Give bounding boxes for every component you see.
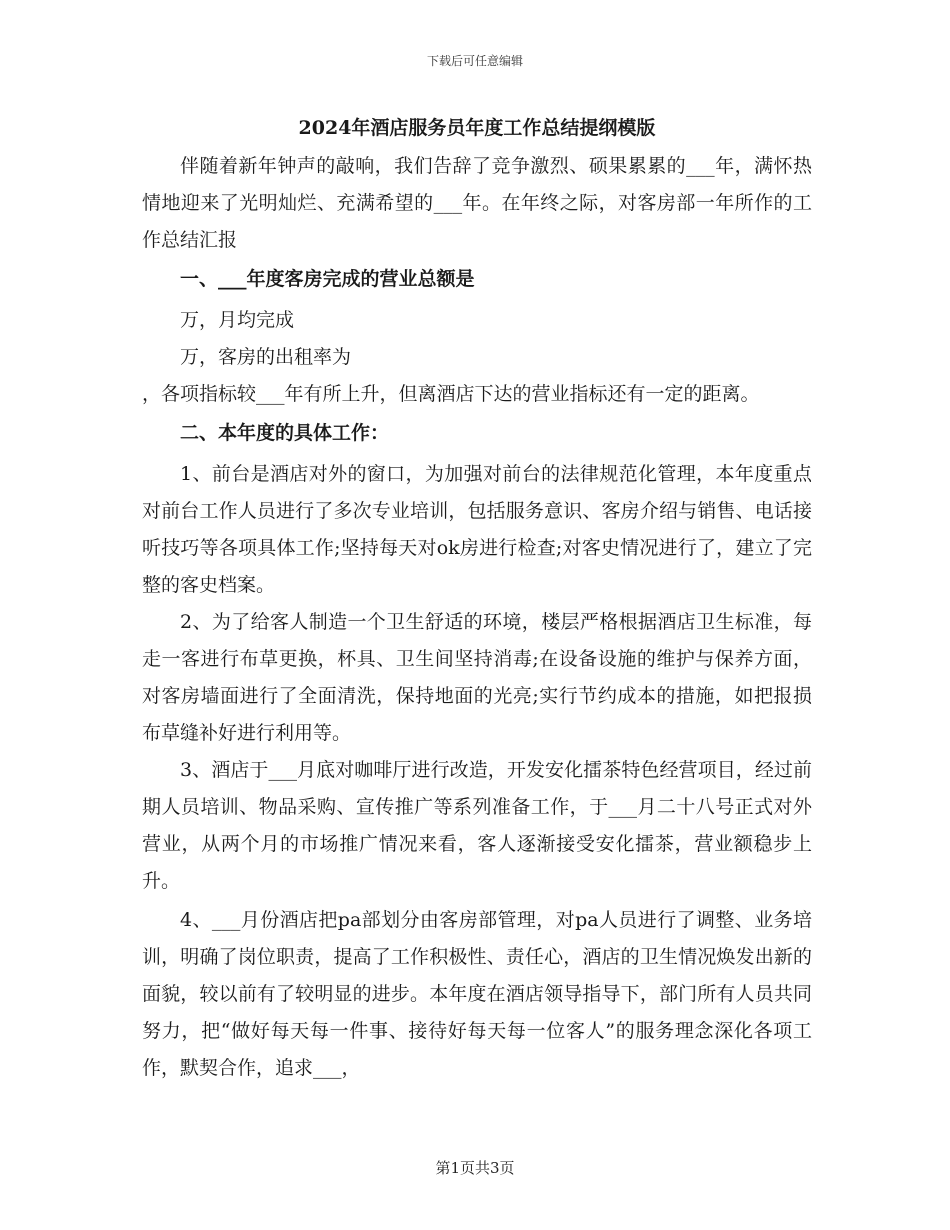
- paragraph-item-2: 2、为了给客人制造一个卫生舒适的环境，楼层严格根据酒店卫生标准，每走一客进行布草更换，杯具、卫生间坚持消毒;在设备设施的维护与保养方面，对客房墙面进行了全面清洗，保持地面的光亮;实行节约成本的措施，如把报损布草缝补好进行利用等。: [142, 611, 812, 744]
- page-number: 第1页共3页: [435, 1159, 515, 1177]
- paragraph-item-1: 1、前台是酒店对外的窗口，为加强对前台的法律规范化管理，本年度重点对前台工作人员进行了多次专业培训，包括服务意识、客房介绍与销售、电话接听技巧等各项具体工作;坚持每天对ok房进行检查;对客史情况进行了，建立了完整的客史档案。: [142, 463, 812, 596]
- paragraph-item-4: 4、___月份酒店把pa部划分由客房部管理，对pa人员进行了调整、业务培训，明确了岗位职责，提高了工作积极性、责任心，酒店的卫生情况焕发出新的面貌，较以前有了较明显的进步。本年度在酒店领导指导下，部门所有人员共同努力，把“做好每天每一件事、接待好每天每一位客人”的服务理念深化各项工作，默契合作，追求___，: [142, 909, 812, 1079]
- document-body: [142, 108, 812, 1087]
- paragraph-item-3: 3、酒店于___月底对咖啡厅进行改造，开发安化擂茶特色经营项目，经过前期人员培训、物品采购、宣传推广等系列准备工作，于___月二十八号正式对外营业，从两个月的市场推广情况来看，客人逐渐接受安化擂茶，营业额稳步上升。: [142, 759, 812, 892]
- document-title: 2024年酒店服务员年度工作总结提纲模版: [298, 117, 656, 139]
- paragraph-intro: 伴随着新年钟声的敲响，我们告辞了竞争激烈、硕果累累的___年，满怀热情地迎来了光明灿烂、充满希望的___年。在年终之际，对客房部一年所作的工作总结汇报: [142, 155, 812, 251]
- paragraph-revenue-monthly: 万，月均完成: [180, 309, 295, 331]
- section-heading-1: 一、___年度客房完成的营业总额是: [180, 268, 475, 290]
- paragraph-indicators: ，各项指标较___年有所上升，但离酒店下达的营业指标还有一定的距离。: [142, 383, 760, 405]
- section-heading-2: 二、本年度的具体工作：: [180, 422, 390, 444]
- paragraph-occupancy-rate: 万，客房的出租率为: [180, 346, 352, 368]
- page-header: 下载后可任意编辑: [426, 54, 523, 68]
